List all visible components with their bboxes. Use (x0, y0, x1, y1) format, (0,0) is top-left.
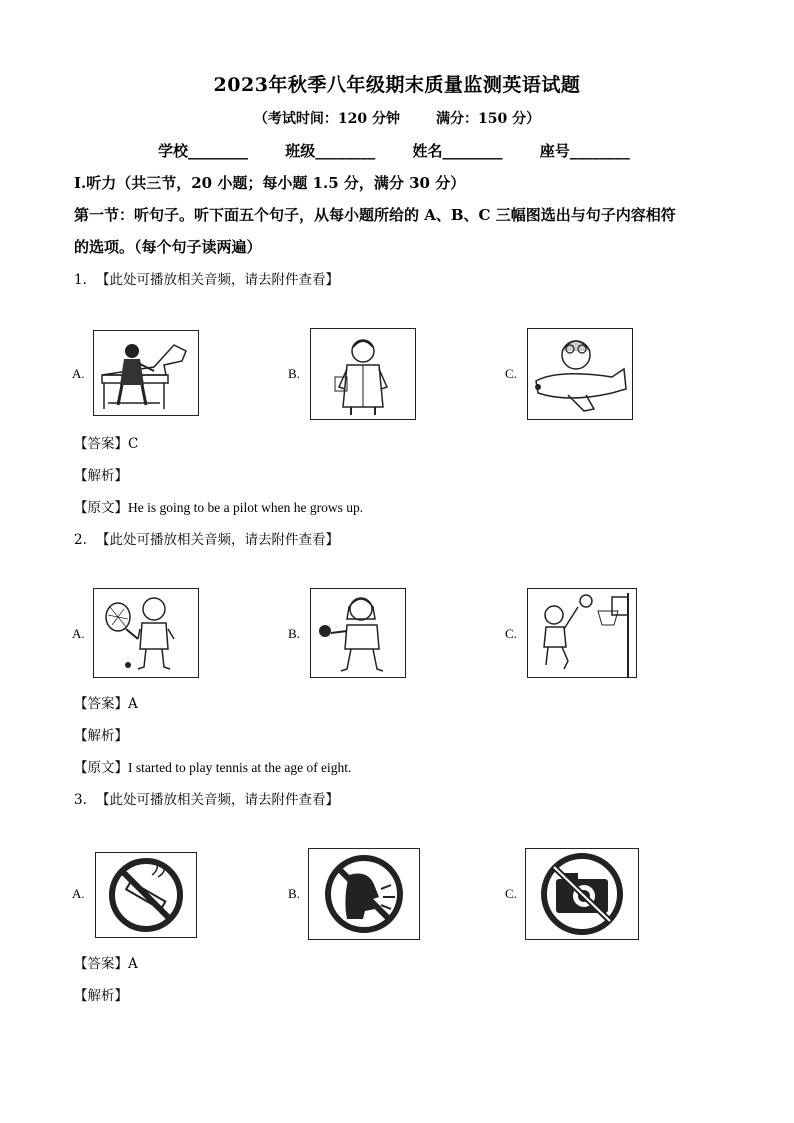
listening-heading: Ⅰ.听力（共三节，20 小题；每小题 1.5 分，满分 30 分） (74, 174, 466, 192)
option-a-label: A. (72, 886, 85, 901)
analysis-1: 【解析】 (74, 468, 128, 484)
ping-pong-picture (310, 588, 406, 678)
analysis-2: 【解析】 (74, 728, 128, 744)
no-smoking-sign (95, 852, 197, 938)
name-field: 姓名________ (412, 142, 503, 160)
part1-instruction-line2: 的选项。（每个句子读两遍） (74, 238, 262, 256)
analysis-3: 【解析】 (74, 988, 128, 1004)
audio-prompt[interactable]: 【此处可播放相关音频，请去附件查看】 (96, 272, 339, 288)
no-talking-sign (308, 848, 420, 940)
question-1-prompt (74, 268, 339, 288)
option-c-label: C. (505, 626, 517, 641)
doctor-picture (310, 328, 416, 420)
audio-prompt[interactable]: 【此处可播放相关音频，请去附件查看】 (96, 532, 339, 548)
option-a-label: A. (72, 366, 85, 381)
exam-subtitle (0, 108, 794, 128)
original-text-1: 【原文】He is going to be a pilot when he grows up. (74, 500, 364, 515)
class-field: 班级________ (285, 142, 376, 160)
option-b-label: B. (288, 886, 300, 901)
part1-instruction-line1: 第一节：听句子。听下面五个句子，从每小题所给的 A、B、C 三幅图选出与句子内容相符 (74, 206, 676, 224)
option-a-label: A. (72, 626, 85, 641)
answer-3: 【答案】A (74, 956, 138, 972)
pianist-picture (93, 330, 199, 416)
pilot-picture (527, 328, 633, 420)
answer-1: 【答案】C (74, 436, 139, 452)
school-field: 学校________ (158, 142, 249, 160)
no-photos-sign (525, 848, 639, 940)
basketball-picture (527, 588, 637, 678)
option-c-label: C. (505, 366, 517, 381)
audio-prompt[interactable]: 【此处可播放相关音频，请去附件查看】 (96, 792, 339, 808)
tennis-picture (93, 588, 199, 678)
exam-time: （考试时间：120 分钟 (253, 111, 400, 127)
seat-field: 座号________ (539, 142, 630, 160)
option-c-label: C. (505, 886, 517, 901)
option-b-label: B. (288, 366, 300, 381)
question-number: 3. (74, 792, 87, 808)
exam-title: 2023年秋季八年级期末质量监测英语试题 (213, 74, 581, 96)
option-b-label: B. (288, 626, 300, 641)
question-3-prompt (74, 788, 339, 808)
original-text-2: 【原文】I started to play tennis at the age of eight. (74, 760, 352, 775)
answer-2: 【答案】A (74, 696, 138, 712)
question-number: 2. (74, 532, 87, 548)
question-2-prompt (74, 528, 339, 548)
student-info-fields (158, 140, 662, 161)
full-score: 满分：150 分） (436, 111, 541, 127)
question-number: 1. (74, 272, 87, 288)
